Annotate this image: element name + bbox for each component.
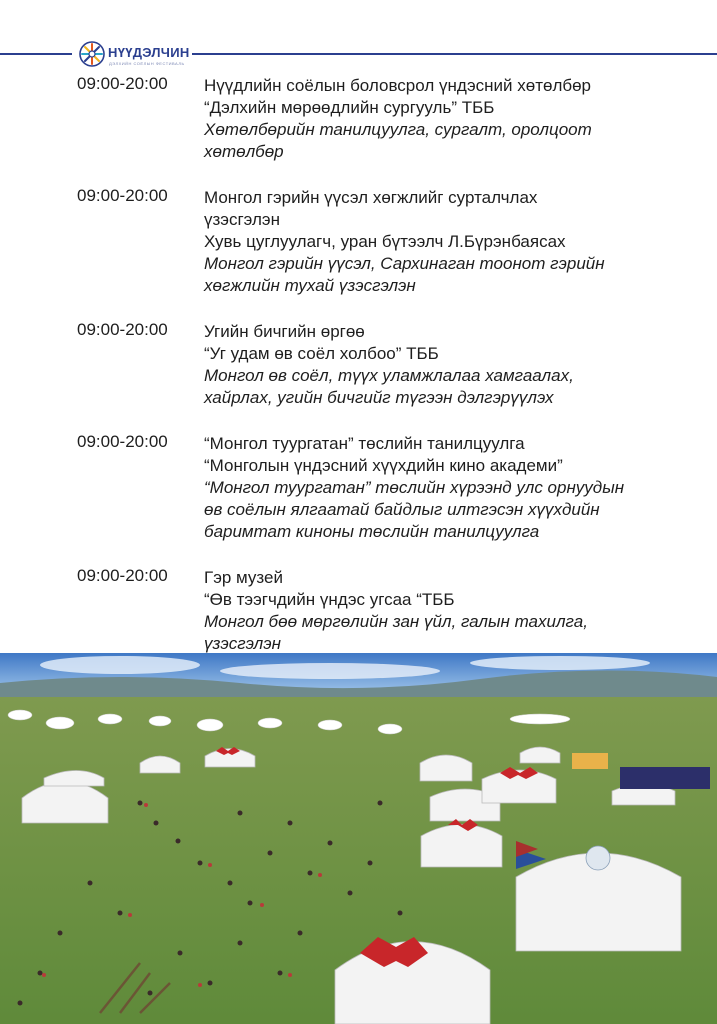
entry-title-line: Монгол гэрийн үүсэл хөгжлийг сурталчлах bbox=[204, 188, 538, 207]
entry-description-line: Хөтөлбөрийн танилцуулга, сургалт, оролцоот bbox=[204, 120, 592, 139]
entry-title-line: “Дэлхийн мөрөөдлийн сургууль” ТББ bbox=[204, 98, 495, 117]
entry-title-line: “Монголын үндэсний хүүхдийн кино академи” bbox=[204, 456, 563, 475]
entry-title-line: Гэр музей bbox=[204, 568, 283, 587]
schedule-entry bbox=[0, 72, 717, 163]
schedule-entry bbox=[0, 430, 717, 543]
entry-content bbox=[204, 184, 684, 297]
entry-description-line: өв соёлын ялгаатай байдлыг илтгэсэн хүүхдийн bbox=[204, 500, 600, 519]
entry-time: 09:00-20:00 bbox=[77, 186, 168, 205]
page-header bbox=[0, 38, 717, 72]
schedule-entry bbox=[0, 318, 717, 409]
entry-time: 09:00-20:00 bbox=[77, 432, 168, 451]
entry-title-line: Нүүдлийн соёлын боловсрол үндэсний хөтөлбөр bbox=[204, 76, 592, 95]
entry-description-line: хөтөлбөр bbox=[204, 142, 284, 161]
entry-time: 09:00-20:00 bbox=[77, 320, 168, 339]
brand-subtitle: ДЭЛХИЙН СОЁЛЫН ФЕСТИВАЛЬ bbox=[109, 61, 185, 66]
schedule-entry bbox=[0, 184, 717, 297]
entry-time: 09:00-20:00 bbox=[77, 566, 168, 585]
entry-content bbox=[204, 430, 684, 543]
entry-description-line: үзэсгэлэн bbox=[204, 634, 281, 653]
brand-logo bbox=[78, 40, 190, 70]
schedule-list bbox=[0, 72, 717, 676]
entry-title-line: “Уг удам өв соёл холбоо” ТББ bbox=[204, 344, 439, 363]
entry-description-line: хайрлах, угийн бичгийг түгээн дэлгэрүүлэх bbox=[204, 388, 554, 407]
entry-title-line: “Монгол туургатан” төслийн танилцуулга bbox=[204, 434, 525, 453]
entry-description-line: Монгол бөө мөргөлийн зан үйл, галын тахилга, bbox=[204, 612, 588, 631]
entry-title-line: үзэсгэлэн bbox=[204, 210, 280, 229]
header-rule-left bbox=[0, 53, 72, 55]
entry-content bbox=[204, 72, 684, 163]
entry-description-line: Монгол гэрийн үүсэл, Сархинаган тоонот гэрийн bbox=[204, 254, 605, 273]
entry-content bbox=[204, 564, 684, 655]
entry-title-line: “Өв тээгчдийн үндэс угсаа “ТББ bbox=[204, 590, 455, 609]
entry-title-line: Хувь цуглуулагч, уран бүтээлч Л.Бүрэнбаясах bbox=[204, 232, 566, 251]
entry-description-line: хөгжлийн тухай үзэсгэлэн bbox=[204, 276, 416, 295]
entry-content bbox=[204, 318, 684, 409]
entry-time: 09:00-20:00 bbox=[77, 74, 168, 93]
entry-description-line: “Монгол туургатан” төслийн хүрээнд улс орнуудын bbox=[204, 478, 625, 497]
ornament-logo-icon bbox=[78, 40, 106, 68]
header-rule-right bbox=[192, 53, 717, 55]
brand-name: НҮҮДЭЛЧИН bbox=[108, 45, 190, 60]
entry-title-line: Угийн бичгийн өргөө bbox=[204, 322, 365, 341]
yurt-camp-image bbox=[0, 653, 717, 1024]
festival-photo bbox=[0, 653, 717, 1024]
entry-description-line: баримтат киноны төслийн танилцуулга bbox=[204, 522, 540, 541]
schedule-entry bbox=[0, 564, 717, 655]
entry-description-line: Монгол өв соёл, түүх уламжлалаа хамгаалах, bbox=[204, 366, 574, 385]
